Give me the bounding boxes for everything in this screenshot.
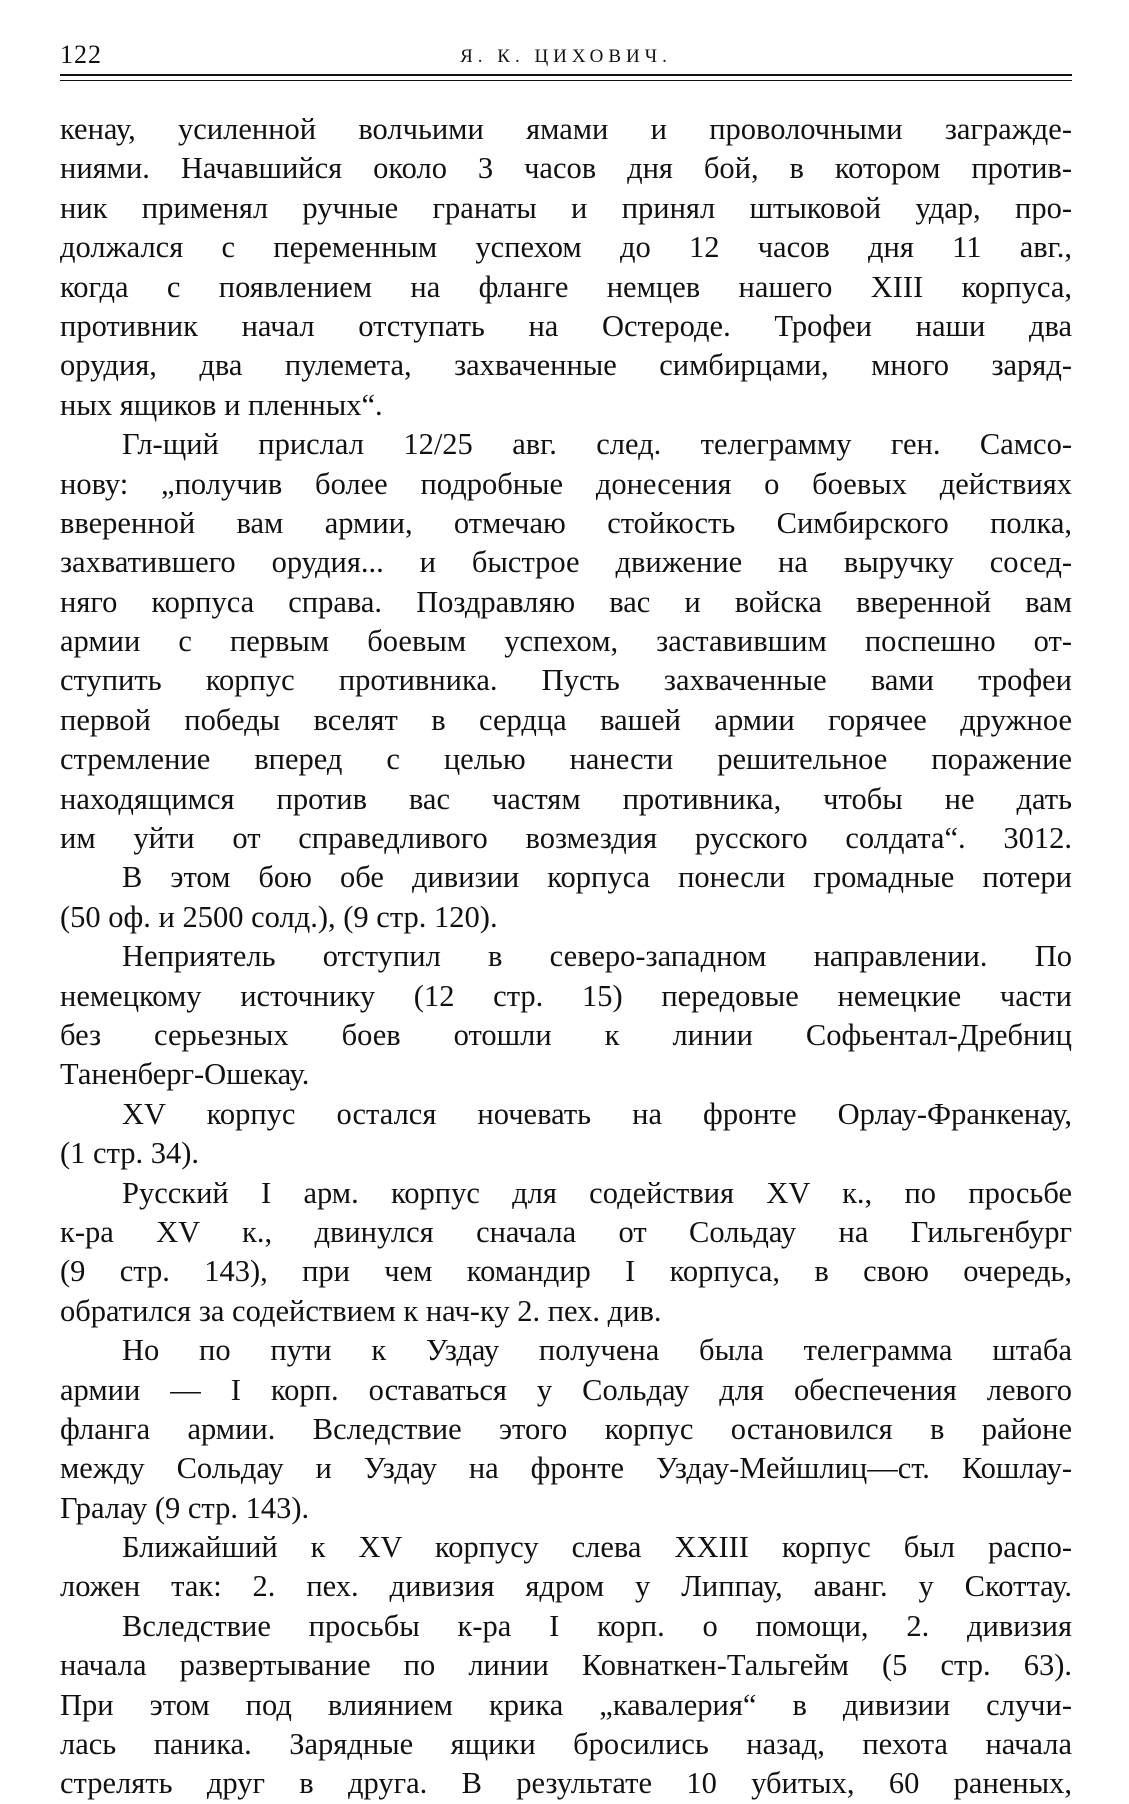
text-line: вверенной вам армии, отмечаю стойкость Симбирского полка, (60, 505, 1072, 540)
text-line: ных ящиков и пленных“. (60, 387, 383, 422)
text-line: немецкому источнику (12 стр. 15) передовые немецкие части (60, 978, 1072, 1013)
body-text (60, 110, 1072, 1804)
text-line: няго корпуса справа. Поздравляю вас и войска вверенной вам (60, 584, 1072, 619)
text-line: При этом под влиянием крика „кавалерия“ в дивизии случи- (60, 1687, 1072, 1722)
text-line: Неприятель отступил в северо-западном направлении. По (122, 939, 1072, 974)
text-line: стрелять друг в друга. В результате 10 убитых, 60 раненых, (60, 1766, 1072, 1801)
text-line: стремление вперед с целью нанести решительное поражение (60, 742, 1072, 777)
text-line: им уйти от справедливого возмездия русского солдата“. 3012. (60, 821, 1072, 856)
text-line: В этом бою обе дивизии корпуса понесли громадные потери (122, 860, 1072, 895)
text-line: орудия, два пулемета, захваченные симбирцами, много заряд- (60, 348, 1072, 383)
text-line: начала развертывание по линии Ковнаткен-Тальгейм (5 стр. 63). (60, 1648, 1072, 1683)
text-line: Но по пути к Уздау получена была телеграмма штаба (122, 1333, 1072, 1368)
text-line: кенау, усиленной волчьими ямами и проволочными загражде- (60, 112, 1072, 146)
text-line: (50 оф. и 2500 солд.), (9 стр. 120). (60, 899, 498, 934)
text-line: XV корпус остался ночевать на фронте Орлау-Франкенау, (122, 1096, 1072, 1131)
text-line: противник начал отступать на Остероде. Трофеи наши два (60, 308, 1072, 343)
text-line: ложен так: 2. пех. дивизия ядром у Липпау, аванг. у Скоттау. (60, 1569, 1072, 1604)
text-line: (9 стр. 143), при чем командир I корпуса, в свою очередь, (60, 1254, 1072, 1289)
text-line: нову: „получив более подробные донесения о боевых действиях (60, 466, 1072, 501)
text-line: находящимся против вас частям противника, чтобы не дать (60, 781, 1072, 816)
running-title: Я. К. ЦИХОВИЧ. (460, 46, 672, 67)
text-line: к-ра XV к., двинулся сначала от Сольдау на Гильгенбург (60, 1214, 1072, 1249)
text-line: Гралау (9 стр. 143). (60, 1490, 310, 1525)
text-line: когда с появлением на фланге немцев нашего XIII корпуса, (60, 269, 1072, 304)
header-rule (60, 74, 1072, 76)
text-line: должался с переменным успехом до 12 часов дня 11 авг., (60, 230, 1072, 265)
page-number: 122 (60, 40, 102, 69)
header-rule-secondary (60, 80, 1072, 81)
text-line: лась паника. Зарядные ящики бросились назад, пехота начала (60, 1727, 1072, 1762)
text-line: армии — I корп. оставаться у Сольдау для обеспечения левого (60, 1372, 1072, 1407)
text-line: Вследствие просьбы к-ра I корп. о помощи, 2. дивизия (122, 1608, 1072, 1643)
text-line: без серьезных боев отошли к линии Софьентал-Дребниц (60, 1017, 1072, 1052)
text-line: захватившего орудия... и быстрое движение на выручку сосед- (60, 545, 1072, 580)
book-page (60, 40, 1072, 1801)
page-header (60, 40, 1072, 76)
text-line: ступить корпус противника. Пусть захваченные вами трофеи (60, 663, 1072, 698)
text-line: Таненберг-Ошекау. (60, 1057, 310, 1092)
text-line: Русский I арм. корпус для содействия XV к., по просьбе (122, 1175, 1072, 1210)
text-line: Гл-щий прислал 12/25 авг. след. телеграмму ген. Самсо- (122, 427, 1072, 462)
text-line: между Сольдау и Уздау на фронте Уздау-Мейшлиц—ст. Кошлау- (60, 1451, 1072, 1486)
text-line: ниями. Начавшийся около 3 часов дня бой, в котором против- (60, 151, 1072, 186)
text-line: армии с первым боевым успехом, заставившим поспешно от- (60, 624, 1072, 659)
text-line: первой победы вселят в сердца вашей армии горячее дружное (60, 702, 1072, 737)
text-line: фланга армии. Вследствие этого корпус остановился в районе (60, 1411, 1072, 1446)
text-line: Ближайший к XV корпусу слева XXIII корпус был распо- (122, 1530, 1072, 1565)
text-line: (1 стр. 34). (60, 1136, 200, 1171)
text-line: обратился за содействием к нач-ку 2. пех. див. (60, 1293, 662, 1328)
text-line: ник применял ручные гранаты и принял штыковой удар, про- (60, 190, 1072, 225)
